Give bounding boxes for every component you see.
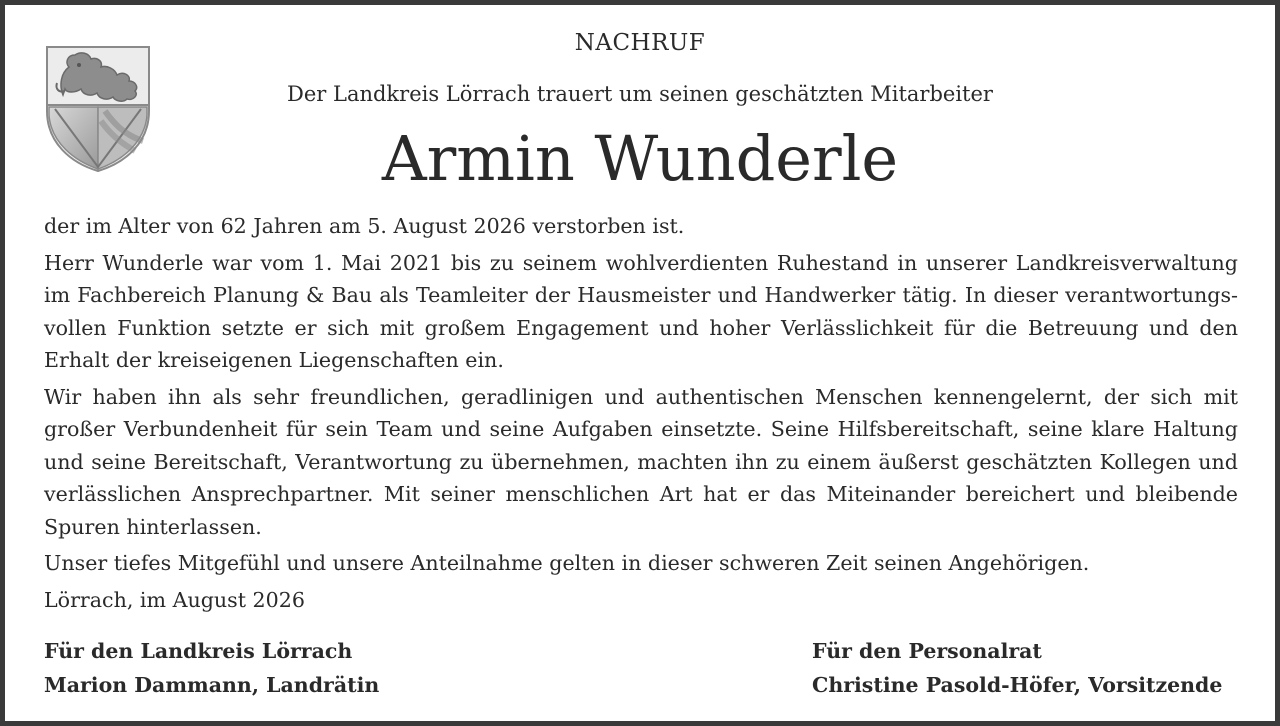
notice-subtitle: Der Landkreis Lörrach trauert um seinen geschätzten Mitarbeiter xyxy=(287,82,993,106)
signature-org: Für den Personalrat xyxy=(812,639,1042,663)
notice-body xyxy=(44,210,1238,620)
paragraph-age: der im Alter von 62 Jahren am 5. August 2026 verstorben ist. xyxy=(44,214,685,238)
signature-org: Für den Landkreis Lörrach xyxy=(44,639,353,663)
place-date: Lörrach, im August 2026 xyxy=(44,587,305,612)
signature-personalrat xyxy=(812,634,1222,702)
signature-person: Marion Dammann, Landrätin xyxy=(44,673,380,697)
paragraph-career: Herr Wunderle war vom 1. Mai 2021 bis zu seinem wohlverdienten Ruhestand in unserer Landkreisverwaltung im Fachbereich Planung & Bau als Teamleiter der Hausmeister und Handwerker tätig. In dieser verantwortungsvollen Funktion setzte er sich mit großem Engagement und hoher Verlässlichkeit für die Betreuung und den Erhalt der kreiseigenen Liegenschaften ein. xyxy=(44,250,1238,372)
paragraph-tribute: Wir haben ihn als sehr freundlichen, geradlinigen und authentischen Menschen kennengelernt, der sich mit großer Verbundenheit für sein Team und seine Aufgaben einsetzte. Seine Hilfsbereitschaft, seine klare Haltung und seine Bereitschaft, Verantwortung zu übernehmen, machten ihn zu einem äußerst geschätzten Kollegen und verlässlichen Ansprechpartner. Mit seiner menschlichen Art hat er das Miteinander bereichert und bleibende Spuren hinterlassen. xyxy=(44,384,1238,539)
signature-landkreis xyxy=(44,634,379,702)
deceased-name: Armin Wunderle xyxy=(381,122,899,195)
signature-person: Christine Pasold-Höfer, Vorsitzende xyxy=(812,673,1223,697)
notice-kicker: NACHRUF xyxy=(574,30,706,56)
paragraph-condolence: Unser tiefes Mitgefühl und unsere Anteilnahme gelten in dieser schweren Zeit seinen Angehörigen. xyxy=(44,551,1090,575)
